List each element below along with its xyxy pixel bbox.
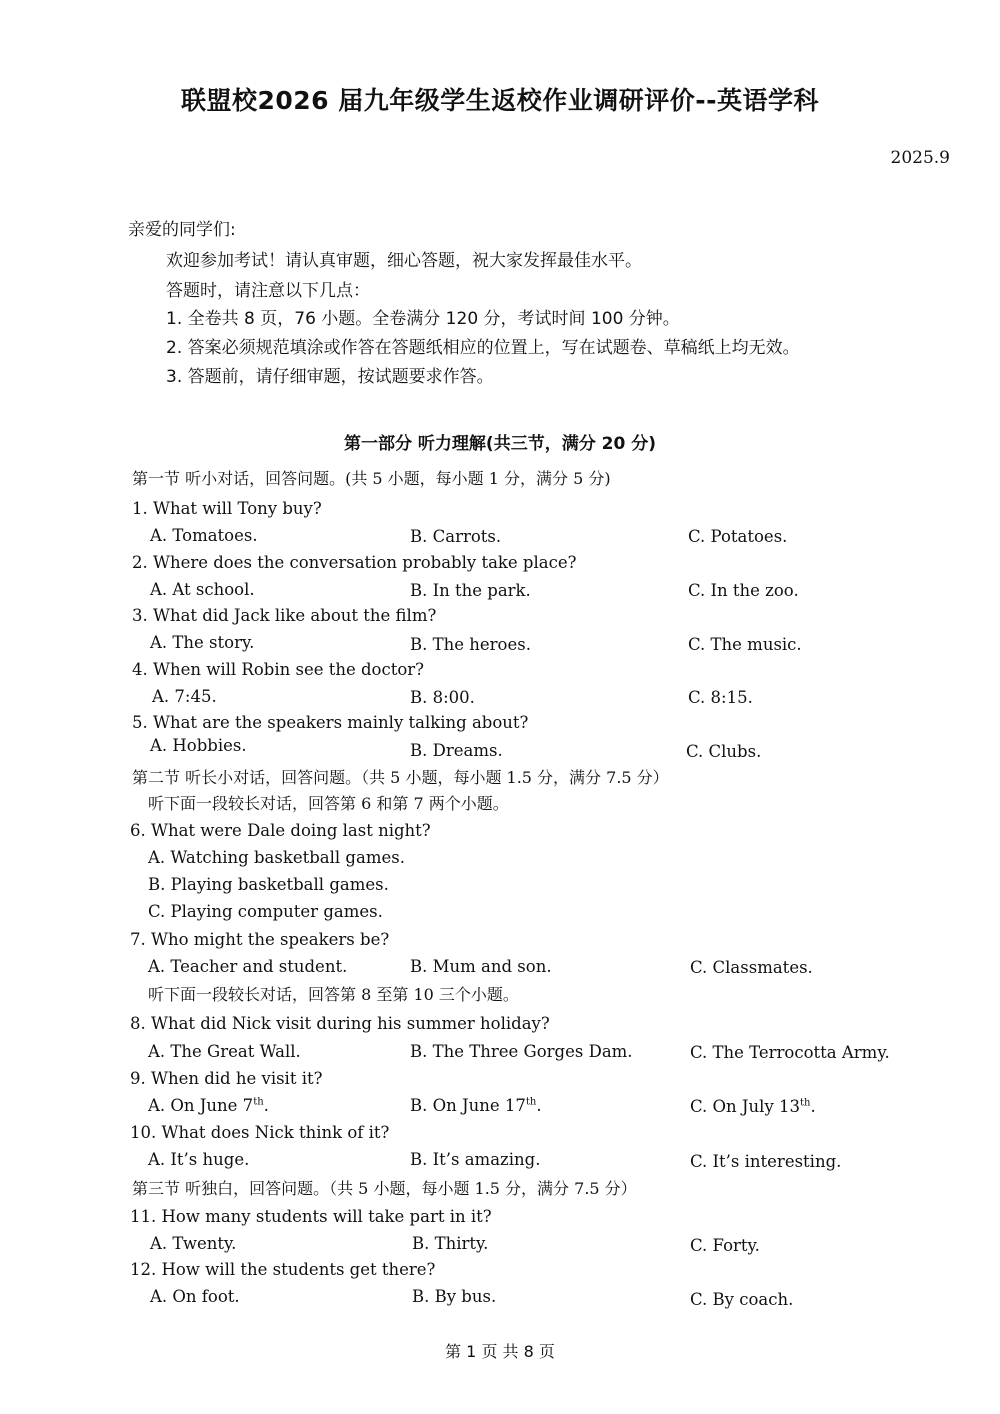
question-stem: 2. Where does the conversation probably take place? <box>132 553 577 572</box>
part-heading: 第一部分 听力理解(共三节，满分 20 分) <box>344 434 656 454</box>
section-heading: 第二节 听长小对话，回答问题。（共 5 小题，每小题 1.5 分，满分 7.5 分） <box>132 768 669 787</box>
option-b: B. Mum and son. <box>410 957 552 976</box>
option-c: C. 8:15. <box>688 688 753 707</box>
option-b: B. By bus. <box>412 1287 497 1306</box>
option-c: C. Forty. <box>690 1236 760 1255</box>
option-a: A. On June 7th. <box>148 1096 269 1115</box>
section-instruction: 听下面一段较长对话，回答第 6 和第 7 两个小题。 <box>148 794 509 813</box>
option-a: A. Twenty. <box>150 1234 237 1253</box>
question-stem: 8. What did Nick visit during his summer holiday? <box>130 1014 550 1033</box>
rule-item: 2. 答案必须规范填涂或作答在答题纸相应的位置上，写在试题卷、草稿纸上均无效。 <box>166 338 800 358</box>
option-c: C. Clubs. <box>686 742 762 761</box>
option-a: A. At school. <box>150 580 255 599</box>
question-stem: 10. What does Nick think of it? <box>130 1123 390 1142</box>
option-a: A. The Great Wall. <box>148 1042 301 1061</box>
option-b: B. Thirty. <box>412 1234 489 1253</box>
option-c: C. Playing computer games. <box>148 902 383 921</box>
option-a: A. Hobbies. <box>150 736 247 755</box>
option-c: C. In the zoo. <box>688 581 799 600</box>
option-a: A. Teacher and student. <box>148 957 348 976</box>
option-c: C. Potatoes. <box>688 527 788 546</box>
question-stem: 6. What were Dale doing last night? <box>130 821 431 840</box>
question-stem: 4. When will Robin see the doctor? <box>132 660 425 679</box>
option-b: B. Dreams. <box>410 741 503 760</box>
option-b: B. The heroes. <box>410 635 531 654</box>
question-stem: 9. When did he visit it? <box>130 1069 323 1088</box>
section-heading: 第三节 听独白，回答问题。（共 5 小题，每小题 1.5 分，满分 7.5 分） <box>132 1179 637 1198</box>
rule-item: 3. 答题前，请仔细审题，按试题要求作答。 <box>166 367 494 387</box>
greeting-salutation: 亲爱的同学们: <box>128 220 236 240</box>
option-b: B. The Three Gorges Dam. <box>410 1042 633 1061</box>
option-a: A. 7:45. <box>152 687 217 706</box>
option-b: B. It’s amazing. <box>410 1150 541 1169</box>
section-instruction: 听下面一段较长对话，回答第 8 至第 10 三个小题。 <box>148 985 519 1004</box>
question-stem: 1. What will Tony buy? <box>132 499 322 518</box>
option-b: B. In the park. <box>410 581 531 600</box>
option-c: C. Classmates. <box>690 958 813 977</box>
greeting-welcome: 欢迎参加考试！请认真审题，细心答题，祝大家发挥最佳水平。 <box>166 251 642 271</box>
option-a: A. On foot. <box>150 1287 240 1306</box>
page-number: 第 1 页 共 8 页 <box>445 1342 555 1361</box>
question-stem: 7. Who might the speakers be? <box>130 930 390 949</box>
option-b: B. On June 17th. <box>410 1096 542 1115</box>
option-a: A. Watching basketball games. <box>148 848 405 867</box>
option-c: C. By coach. <box>690 1290 794 1309</box>
option-b: B. Playing basketball games. <box>148 875 389 894</box>
option-a: A. It’s huge. <box>148 1150 250 1169</box>
rule-item: 1. 全卷共 8 页，76 小题。全卷满分 120 分，考试时间 100 分钟。 <box>166 309 680 329</box>
option-b: B. Carrots. <box>410 527 502 546</box>
exam-date: 2025.9 <box>890 148 950 168</box>
section-heading: 第一节 听小对话，回答问题。(共 5 小题，每小题 1 分，满分 5 分) <box>132 469 611 488</box>
option-c: C. The Terrocotta Army. <box>690 1043 890 1062</box>
option-c: C. It’s interesting. <box>690 1152 842 1171</box>
option-c: C. On July 13th. <box>690 1097 816 1116</box>
option-a: A. Tomatoes. <box>150 526 258 545</box>
option-a: A. The story. <box>150 633 255 652</box>
question-stem: 12. How will the students get there? <box>130 1260 436 1279</box>
option-b: B. 8:00. <box>410 688 475 707</box>
question-stem: 5. What are the speakers mainly talking about? <box>132 713 529 732</box>
page-title: 联盟校2026 届九年级学生返校作业调研评价--英语学科 <box>180 86 820 115</box>
question-stem: 3. What did Jack like about the film? <box>132 606 437 625</box>
option-c: C. The music. <box>688 635 802 654</box>
question-stem: 11. How many students will take part in it? <box>130 1207 492 1226</box>
greeting-notice: 答题时，请注意以下几点： <box>166 281 370 301</box>
